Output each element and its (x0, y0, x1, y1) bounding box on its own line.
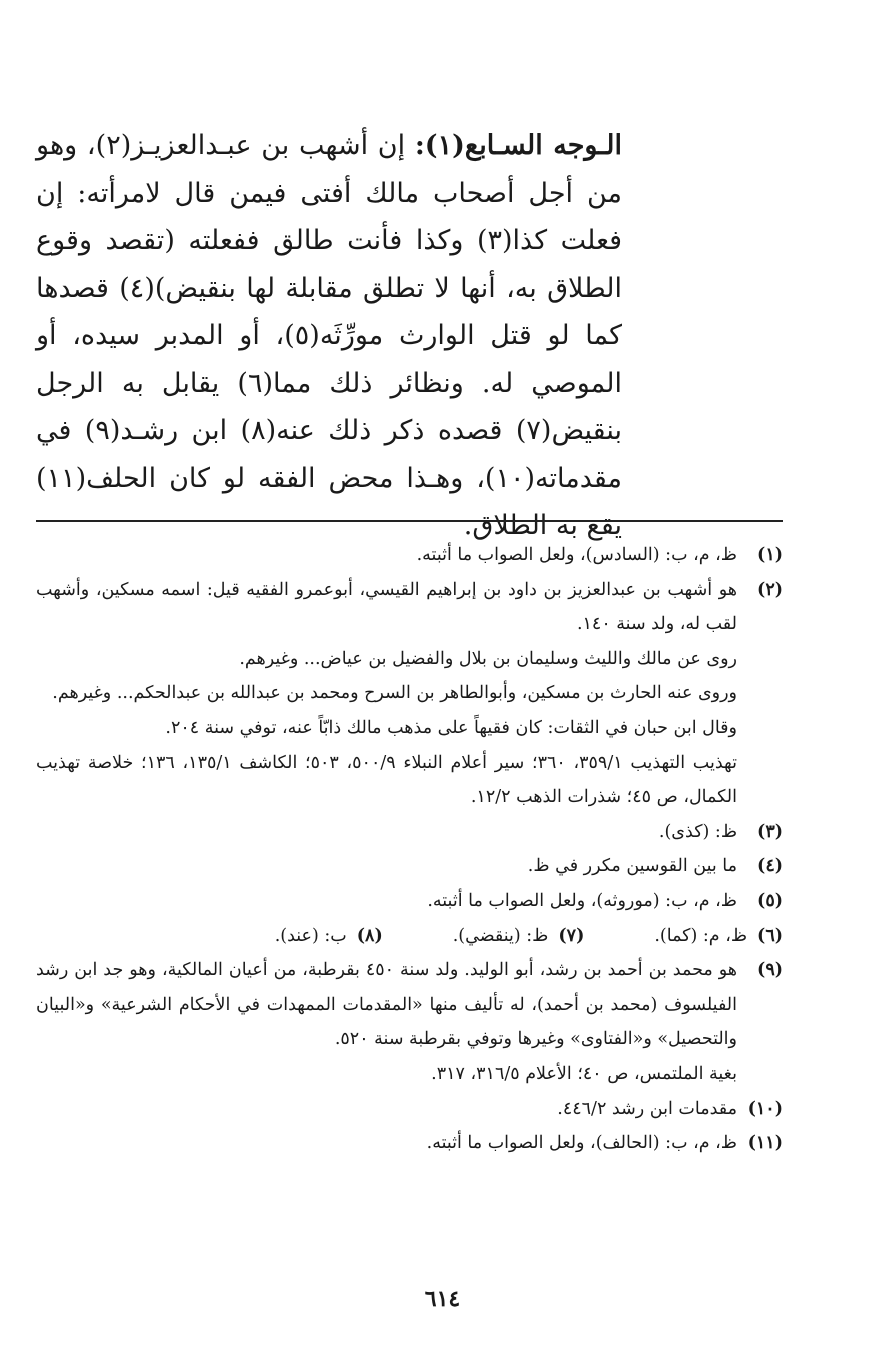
footnotes (36, 538, 783, 1161)
footnote-number: (١١) (747, 1133, 783, 1154)
footnote-number: (٧) (558, 925, 585, 946)
footnote-text: ظ، م، ب: (الحالف)، ولعل الصواب ما أثبته. (426, 1133, 737, 1154)
footnote-text: ظ، م: (كما). (654, 925, 748, 946)
footnote-paragraph: هو أشهب بن عبدالعزيز بن داود بن إبراهيم القيسي، أبوعمرو الفقيه قيل: اسمه مسكين، وأشهب لقب له، ولد سنة ١٤٠. (36, 579, 737, 635)
footnote-7 (453, 919, 585, 954)
footnote-text: ما بين القوسين مكرر في ظ. (527, 856, 737, 877)
page-number: ٦١٤ (424, 1286, 461, 1312)
section-heading: الـوجه السـابع(١): (414, 130, 622, 161)
footnote-number: (٣) (757, 821, 783, 842)
footnote-text: ظ، م، ب: (السادس)، ولعل الصواب ما أثبته. (416, 545, 737, 565)
footnote-8 (275, 919, 383, 954)
footnote-paragraph: هو محمد بن أحمد بن رشد، أبو الوليد. ولد سنة ٤٥٠ بقرطبة، من أعيان المالكية، وهو جد ابن رشد الفيلسوف (محمد بن أحمد)، له تأليف منها «المقدمات الممهدات في الأحكام الشرعية» و«البيان والتحصيل» و«الفتاوى» وغيرها وتوفي بقرطبة سنة ٥٢٠. (36, 960, 737, 1050)
footnote-text: ب: (عند). (274, 925, 347, 946)
footnote-number: (١) (757, 545, 783, 565)
footnote-paragraph: وروى عنه الحارث بن مسكين، وأبوالطاهر بن السرح ومحمد بن عبدالله بن عبدالحكم... وغيرهم. (52, 683, 737, 704)
footnote-paragraph: روى عن مالك والليث وسليمان بن بلال والفضيل بن عياض... وغيرهم. (239, 648, 737, 669)
main-text (36, 122, 622, 550)
footnote-11 (36, 1126, 783, 1161)
footnote-number: (١٠) (747, 1098, 783, 1119)
footnote-text: مقدمات ابن رشد ٤٤٦/٢. (557, 1098, 737, 1119)
footnote-1 (36, 538, 783, 573)
footnote-row-6-8 (36, 919, 783, 954)
footnote-number: (٩) (757, 960, 783, 981)
footnote-separator (36, 520, 783, 522)
footnote-paragraph: تهذيب التهذيب ٣٥٩/١، ٣٦٠؛ سير أعلام النبلاء ٥٠٠/٩، ٥٠٣؛ الكاشف ١٣٥/١، ١٣٦؛ خلاصة تهذيب الكمال، ص ٤٥؛ شذرات الذهب ١٢/٢. (36, 752, 737, 808)
main-body: إن أشهب بن عبـدالعزيـز(٢)، وهو من أجل أصحاب مالك أفتى فيمن قال لامرأته: إن فعلت كذا(٣) وكذا فأنت طالق ففعلته (تقصد وقوع الطلاق به، أنها لا تطلق مقابلة لها بنقيض)(٤) قصدها كما لو قتل الوارث مورِّثَه(٥)، أو المدبر سيده، أو الموصي له. ونظائر ذلك مما(٦) يقابل به الرجل بنقيض(٧) قصده ذكر ذلك عنه(٨) ابن رشـد(٩) في مقدماته(١٠)، وهـذا محض الفقه لو كان الحلف(١١) يقع به الطلاق. (36, 130, 623, 541)
footnote-2 (36, 573, 783, 815)
footnote-5 (36, 884, 783, 919)
footnote-6 (654, 919, 783, 954)
footnote-paragraph: بغية الملتمس، ص ٤٠؛ الأعلام ٣١٦/٥، ٣١٧. (431, 1063, 737, 1084)
footnote-number: (٢) (757, 579, 783, 600)
footnote-text: ظ: (كذى). (658, 821, 737, 842)
footnote-number: (٨) (356, 925, 383, 946)
footnote-number: (٦) (757, 925, 783, 946)
footnote-9 (36, 953, 783, 1091)
footnote-10 (36, 1092, 783, 1127)
footnote-4 (36, 849, 783, 884)
footnote-number: (٤) (757, 856, 783, 877)
footnote-3 (36, 815, 783, 850)
footnote-number: (٥) (757, 890, 783, 911)
footnote-text: ظ: (ينقضي). (452, 925, 549, 946)
footnote-text: ظ، م، ب: (موروثه)، ولعل الصواب ما أثبته. (427, 890, 737, 911)
footnote-paragraph: وقال ابن حبان في الثقات: كان فقيهاً على مذهب مالك ذابّاً عنه، توفي سنة ٢٠٤. (165, 717, 737, 738)
